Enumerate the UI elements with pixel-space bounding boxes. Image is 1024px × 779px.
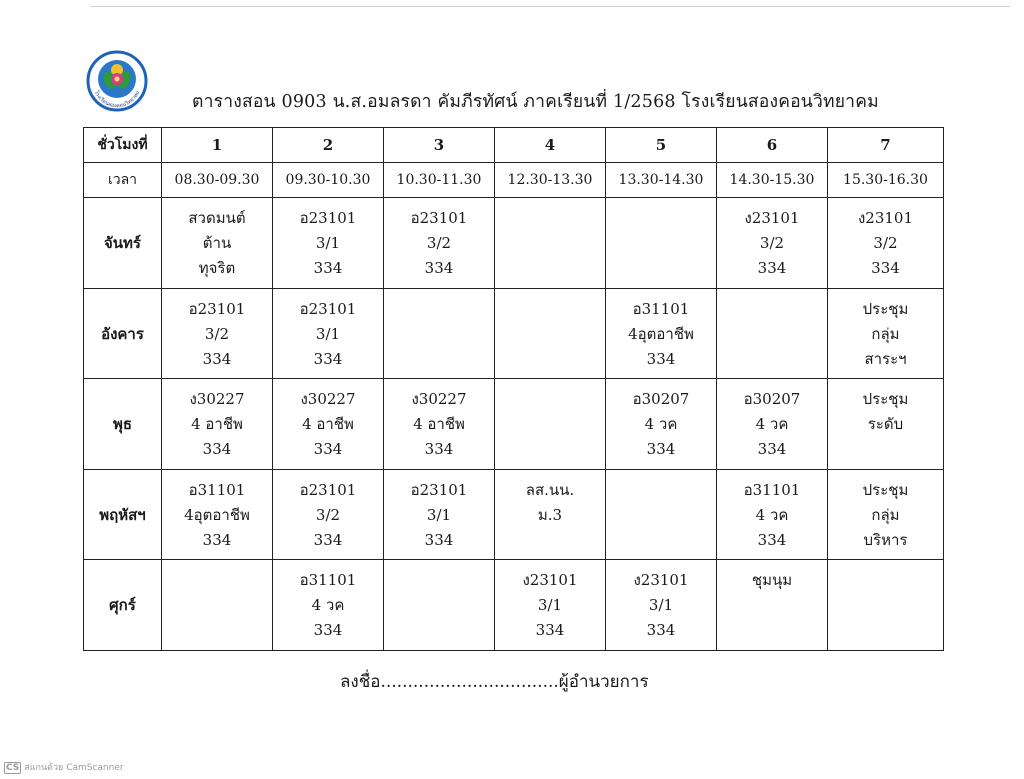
period-number: 3: [384, 128, 495, 163]
cell-line: 3/1: [315, 234, 341, 253]
period-number: 5: [606, 128, 717, 163]
cell-line: 4 วค: [755, 505, 789, 524]
day-label: พฤหัสฯ: [84, 469, 162, 560]
cell-line: 4 วค: [755, 415, 789, 434]
cell-line: ระดับ: [867, 415, 904, 434]
cell-line: ม.3: [537, 505, 563, 524]
cell-line: ง30227: [411, 390, 467, 409]
schedule-cell: [606, 288, 717, 379]
day-row: [84, 198, 944, 289]
schedule-cell: [717, 379, 828, 470]
cell-line: 334: [313, 349, 343, 368]
cell-line: 3/2: [315, 505, 341, 524]
cell-line: สาระฯ: [864, 349, 907, 368]
cell-line: 3/1: [426, 505, 452, 524]
schedule-cell: [717, 288, 828, 379]
page-title: ตารางสอน 0903 น.ส.อมลรดา คัมภีรทัศน์ ภาคเรียนที่ 1/2568 โรงเรียนสองคอนวิทยาคม: [192, 92, 879, 112]
schedule-cell: [273, 198, 384, 289]
schedule-cell: [828, 379, 944, 470]
cell-line: บริหาร: [863, 530, 908, 549]
period-number: 1: [162, 128, 273, 163]
cell-line: กลุ่ม: [871, 505, 900, 524]
time-slot: 13.30-14.30: [606, 163, 717, 198]
cell-line: ง23101: [744, 209, 800, 228]
cell-line: ประชุม: [862, 390, 909, 409]
cell-line: 4 อาชีพ: [413, 415, 465, 434]
cell-line: อ23101: [299, 209, 357, 228]
cell-line: 334: [424, 440, 454, 459]
schedule-cell: [162, 288, 273, 379]
cell-line: 3/2: [873, 234, 898, 253]
cell-line: อ23101: [188, 299, 246, 318]
cell-line: อ30207: [632, 390, 690, 409]
schedule-cell: [606, 469, 717, 560]
cell-line: ง23101: [857, 209, 914, 228]
cell-line: 334: [202, 440, 232, 459]
logo-text: โรงเรียนสองคอนวิทยาคม: [92, 90, 142, 110]
day-row: [84, 469, 944, 560]
camscanner-badge: CS: [6, 763, 20, 773]
schedule-cell: [273, 560, 384, 651]
time-slot: 10.30-11.30: [384, 163, 495, 198]
cell-line: 334: [646, 440, 676, 459]
cell-line: อ23101: [410, 480, 468, 499]
day-label: อังคาร: [84, 288, 162, 379]
schedule-cell: [162, 379, 273, 470]
schedule-cell: [606, 198, 717, 289]
schedule-cell: [273, 469, 384, 560]
day-row: [84, 560, 944, 651]
time-slot: 15.30-16.30: [828, 163, 944, 198]
signature-line: ลงชื่อ.................................ผู้อำนวยการ: [340, 672, 649, 692]
time-slot: 09.30-10.30: [273, 163, 384, 198]
cell-line: ง30227: [300, 390, 356, 409]
cell-line: 334: [202, 349, 232, 368]
period-header-row: [84, 128, 944, 163]
cell-line: ประชุม: [862, 299, 909, 318]
schedule-cell: [606, 560, 717, 651]
period-header-label: ชั่วโมงที่: [84, 128, 162, 163]
schedule-cell: [717, 198, 828, 289]
schedule-cell: [828, 198, 944, 289]
cell-line: อ31101: [632, 299, 690, 318]
cell-line: 3/1: [315, 324, 341, 343]
cell-line: ง23101: [633, 571, 689, 590]
period-number: 7: [828, 128, 944, 163]
cell-line: 334: [757, 259, 787, 278]
cell-line: 3/1: [648, 596, 674, 615]
schedule-cell: [495, 288, 606, 379]
cell-line: 334: [313, 259, 343, 278]
cell-line: 334: [313, 440, 343, 459]
schedule-cell: [495, 469, 606, 560]
cell-line: ประชุม: [862, 480, 909, 499]
schedule-cell: [495, 379, 606, 470]
cell-line: อ31101: [299, 571, 357, 590]
cell-line: ง23101: [522, 571, 578, 590]
schedule-cell: [384, 379, 495, 470]
time-slot: 08.30-09.30: [162, 163, 273, 198]
cell-line: 334: [535, 621, 565, 640]
schedule-cell: [828, 560, 944, 651]
cell-line: 334: [646, 621, 676, 640]
schedule-cell: [717, 560, 828, 651]
schedule-cell: [162, 469, 273, 560]
cell-line: อ23101: [299, 480, 357, 499]
schedule-cell: [828, 469, 944, 560]
camscanner-watermark: [4, 760, 124, 774]
schedule-cell: [273, 288, 384, 379]
camscanner-text: สแกนด้วย CamScanner: [24, 763, 124, 773]
day-label: พุธ: [84, 379, 162, 470]
day-row: [84, 288, 944, 379]
schedule-cell: [384, 288, 495, 379]
cell-line: ง30227: [189, 390, 245, 409]
cell-line: 334: [424, 530, 454, 549]
schedule-cell: [273, 379, 384, 470]
cell-line: อ23101: [299, 299, 357, 318]
cell-line: 4 อาชีพ: [302, 415, 354, 434]
day-row: [84, 379, 944, 470]
cell-line: สวดมนต์: [188, 209, 246, 228]
time-row: [84, 163, 944, 198]
cell-line: 4 วค: [311, 596, 345, 615]
schedule-cell: [495, 198, 606, 289]
cell-line: 4 อาชีพ: [191, 415, 243, 434]
cell-line: 334: [646, 349, 676, 368]
period-number: 4: [495, 128, 606, 163]
schedule-cell: [162, 198, 273, 289]
cell-line: ต้าน: [202, 234, 232, 253]
cell-line: อ31101: [188, 480, 246, 499]
time-slot: 12.30-13.30: [495, 163, 606, 198]
schedule-cell: [384, 198, 495, 289]
cell-line: 334: [313, 530, 343, 549]
schedule-table: [83, 127, 944, 651]
cell-line: 4อุตอาชีพ: [628, 324, 694, 343]
schedule-cell: [495, 560, 606, 651]
day-label: จันทร์: [84, 198, 162, 289]
cell-line: 334: [424, 259, 454, 278]
cell-line: 3/1: [537, 596, 563, 615]
cell-line: อ31101: [743, 480, 801, 499]
time-header-label: เวลา: [84, 163, 162, 198]
school-logo: [86, 50, 148, 112]
cell-line: 3/2: [426, 234, 452, 253]
cell-line: อ23101: [410, 209, 468, 228]
schedule-cell: [828, 288, 944, 379]
period-number: 2: [273, 128, 384, 163]
cell-line: 334: [871, 259, 900, 278]
cell-line: 4 วค: [644, 415, 678, 434]
cell-line: 334: [202, 530, 232, 549]
cell-line: 334: [313, 621, 343, 640]
cell-line: กลุ่ม: [871, 324, 900, 343]
cell-line: ทุจริต: [198, 259, 236, 278]
cell-line: ชุมนุม: [751, 571, 793, 590]
schedule-cell: [384, 469, 495, 560]
cell-line: 334: [757, 530, 787, 549]
day-label: ศุกร์: [84, 560, 162, 651]
cell-line: อ30207: [743, 390, 801, 409]
cell-line: 3/2: [204, 324, 230, 343]
schedule-cell: [717, 469, 828, 560]
top-rule: [90, 6, 1010, 7]
period-number: 6: [717, 128, 828, 163]
cell-line: 3/2: [759, 234, 785, 253]
schedule-cell: [606, 379, 717, 470]
cell-line: 334: [757, 440, 787, 459]
schedule-cell: [384, 560, 495, 651]
cell-line: ลส.นน.: [525, 480, 575, 499]
time-slot: 14.30-15.30: [717, 163, 828, 198]
cell-line: 4อุตอาชีพ: [184, 505, 250, 524]
schedule-cell: [162, 560, 273, 651]
